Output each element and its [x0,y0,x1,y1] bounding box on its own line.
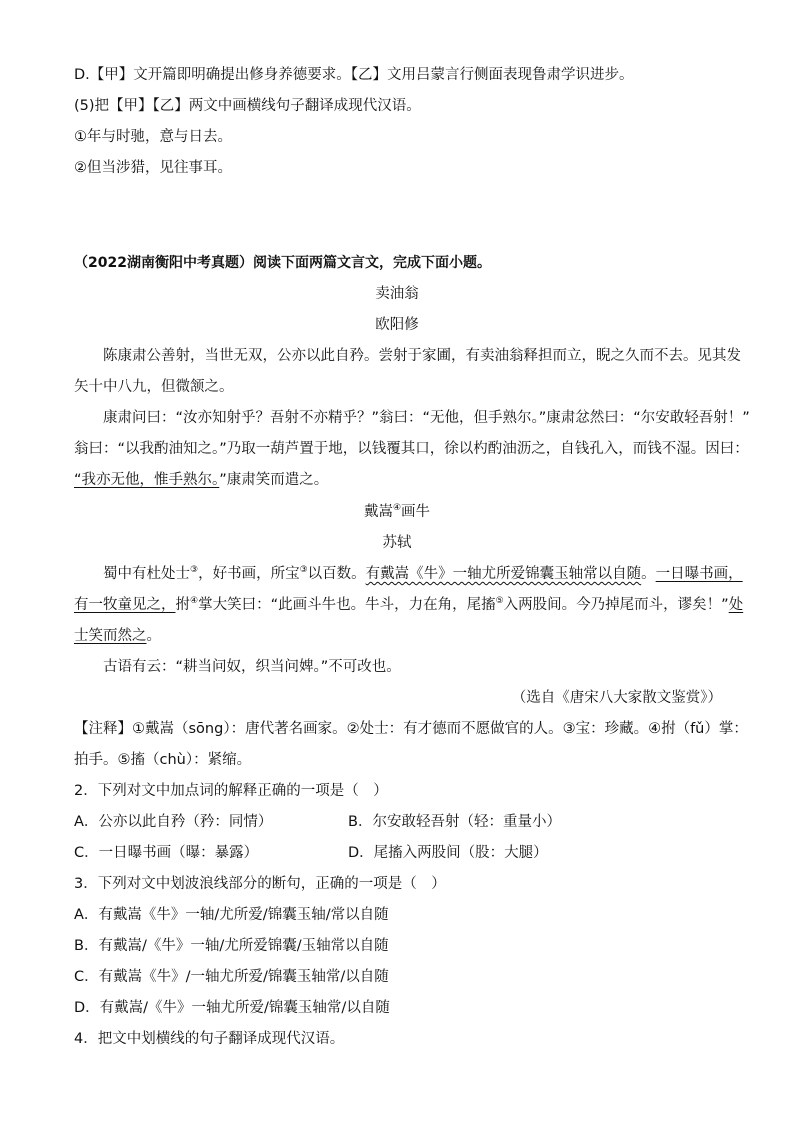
question-stem: 4．把文中划横线的句子翻译成现代汉语。 [74,1031,345,1047]
option-d: D．尾搐入两股间（股：大腿） [348,845,548,861]
option-b: B．有戴嵩/《牛》一轴/尤所爱锦囊/玉轴常以自随 [74,938,389,954]
section-header: （2022湖南衡阳中考真题）阅读下面两篇文言文，完成下面小题。 [74,255,491,271]
source-citation: （选自《唐宋八大家散文鉴赏》） [511,690,722,706]
text-1-line: 矢十中八九，但微颔之。 [74,379,234,395]
question-stem: 3．下列对文中划波浪线部分的断句，正确的一项是（ ） [74,876,446,892]
option-c: C．一日曝书画（曝：暴露） [74,845,259,861]
text-2-author: 苏轼 [382,535,412,551]
option-c: C．有戴嵩《牛》/一轴尤所爱/锦囊玉轴常/以自随 [74,969,389,985]
text-1-title: 卖油翁 [375,286,419,302]
option-d: D．有戴嵩/《牛》一轴尤所爱/锦囊玉轴常/以自随 [74,1000,390,1016]
question-5: (5)把【甲】【乙】两文中画横线句子翻译成现代汉语。 [74,98,421,114]
text-1-line: 陈康肃公善射，当世无双，公亦以此自矜。尝射于家圃，有卖油翁释担而立，睨之久而不去。见其发 [103,348,741,364]
text-1-line: “我亦无他，惟手熟尔。”康肃笑而遣之。 [74,472,329,488]
text-1-author: 欧阳修 [375,317,419,333]
option-row [74,843,548,863]
sentence-2: ②但当涉猎，见往事耳。 [74,160,232,176]
underlined-sentence: 一日曝书画， [655,566,743,582]
text-2-line: 蜀中有杜处士③，好书画，所宝③以百数。有戴嵩《牛》一轴尤所爱锦囊玉轴常以自随。一日曝书画， [103,565,743,582]
wavy-underlined-phrase: 有戴嵩《牛》一轴尤所爱锦囊玉轴常以自随 [365,566,642,582]
notes-line: 拍手。⑤搐（chù）：紧缩。 [74,752,252,768]
text-1-line: 翁曰：“以我酌油知之。”乃取一葫芦置于地，以钱覆其口，徐以杓酌油沥之，自钱孔入，而钱不湿。因曰： [74,441,749,457]
option-b: B．尔安敢轻吾射（轻：重量小） [348,814,561,830]
text-2-line: 士笑而然之。 [74,628,161,644]
underlined-sentence: “我亦无他，惟手熟尔。 [74,472,220,488]
text-1-line: 康肃问曰：“汝亦知射乎？吾射不亦精乎？”翁曰：“无他，但手熟尔。”康肃忿然曰：“尔安敢轻吾射！” [103,410,750,426]
notes-line: 【注释】①戴嵩（sōng）：唐代著名画家。②处士：有才德而不愿做官的人。③宝：珍藏。④拊（fǔ）掌： [74,721,748,737]
option-d: D.【甲】文开篇即明确提出修身养德要求。【乙】文用吕蒙言行侧面表现鲁肃学识进步。 [74,67,634,83]
text-2-title: 戴嵩④画牛 [363,503,431,520]
option-a: A．有戴嵩《牛》一轴/尤所爱/锦囊玉轴/常以自随 [74,907,389,923]
text-2-line: 古语有云：“耕当问奴，织当问婢。”不可改也。 [103,659,401,675]
text-2-line: 有一牧童见之，拊④掌大笑曰：“此画斗牛也。牛斗，力在角，尾搐⑤入两股间。今乃掉尾而斗，谬矣！”处 [74,596,744,613]
option-row [74,812,561,832]
option-a: A．公亦以此自矜（矜：同情） [74,814,273,830]
sentence-1: ①年与时驰，意与日去。 [74,129,232,145]
question-stem: 2．下列对文中加点词的解释正确的一项是（ ） [74,783,388,799]
